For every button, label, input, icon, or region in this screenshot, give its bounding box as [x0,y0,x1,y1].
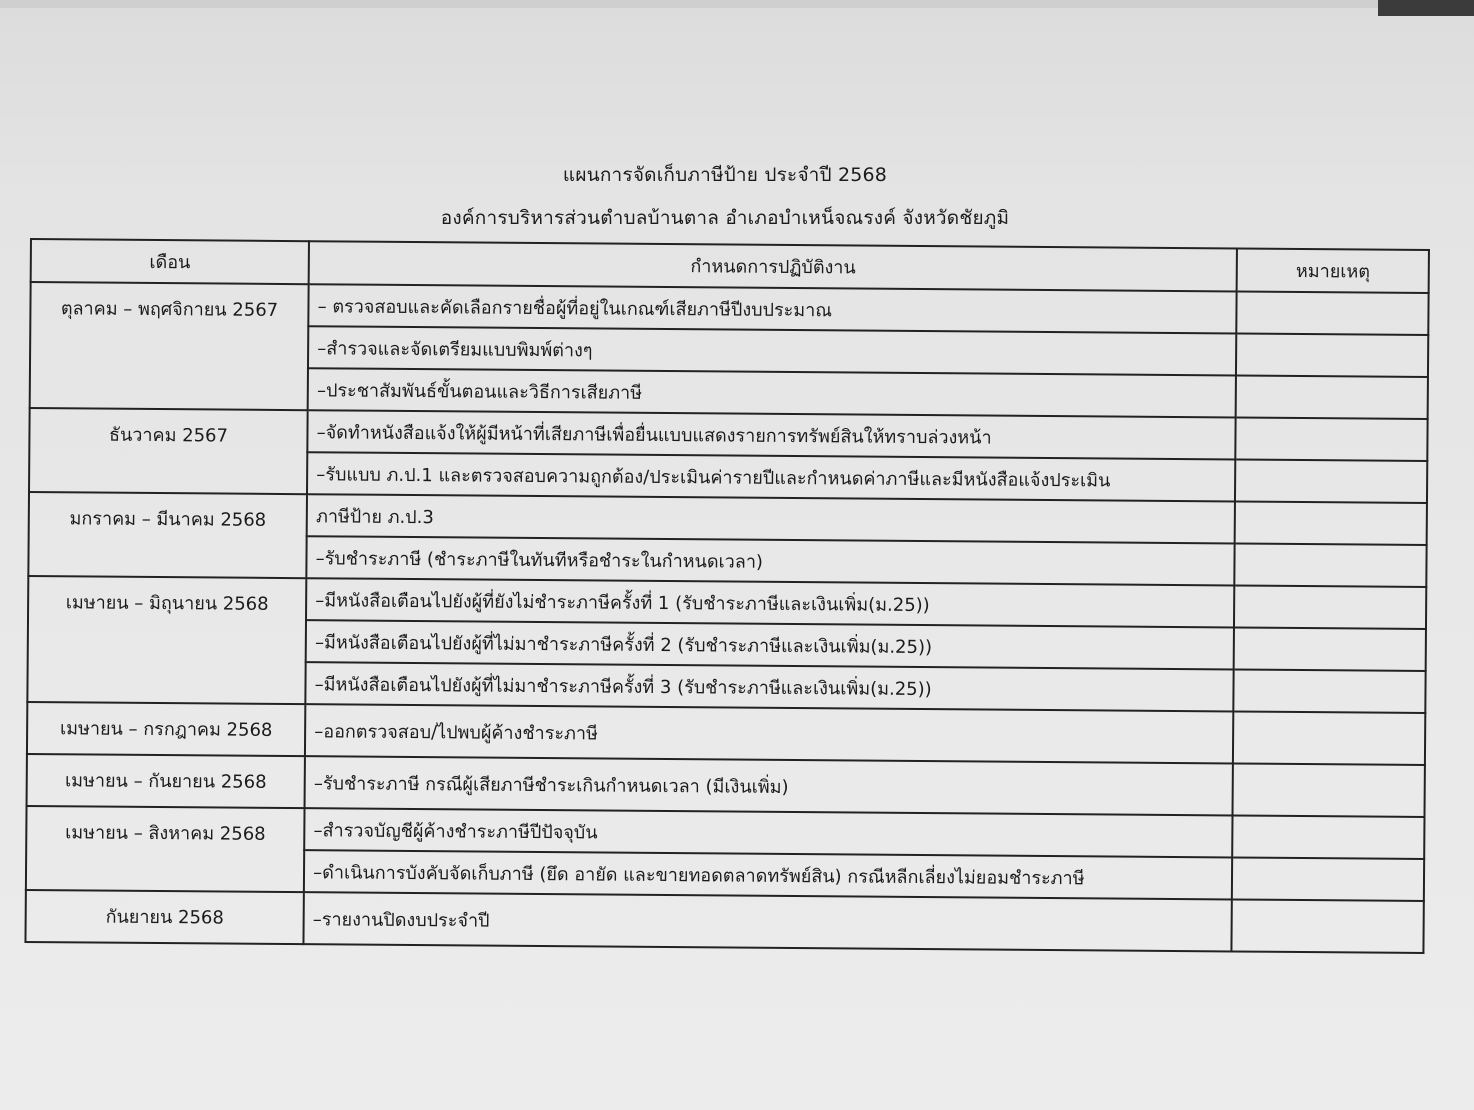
background-corner [1378,0,1474,16]
month-cell: เมษายน – กันยายน 2568 [27,754,306,808]
task-cell: –จัดทำหนังสือแจ้งให้ผู้มีหน้าที่เสียภาษีเพื่อยื่นแบบแสดงรายการทรัพย์สินให้ทราบล่วงหน้า [307,410,1236,459]
page-top-edge [0,0,1474,8]
header-note: หมายเหตุ [1237,248,1429,293]
header-task: กำหนดการปฏิบัติงาน [309,241,1238,291]
month-cell: เมษายน – กรกฎาคม 2568 [27,702,306,756]
schedule-body [25,282,1428,953]
month-cell: ธันวาคม 2567 [29,408,308,494]
header-month: เดือน [31,239,310,284]
task-cell: –สำรวจและจัดเตรียมแบบพิมพ์ต่างๆ [308,326,1237,375]
note-cell [1235,543,1427,587]
note-cell [1234,669,1426,713]
task-cell: –รายงานปิดงบประจำปี [304,892,1233,951]
note-cell [1236,333,1428,377]
task-cell: ภาษีป้าย ภ.ป.3 [307,494,1236,543]
note-cell [1233,815,1425,859]
month-cell: กันยายน 2568 [25,890,304,944]
table-row [25,890,1423,953]
task-cell: –รับชำระภาษี (ชำระภาษีในทันทีหรือชำระในกำหนดเวลา) [307,536,1236,585]
note-cell [1234,585,1426,629]
document-title: แผนการจัดเก็บภาษีป้าย ประจำปี 2568 [562,164,888,186]
note-cell [1232,857,1424,901]
document-subtitle: องค์การบริหารส่วนตำบลบ้านตาล อำเภอบำเหน็จณรงค์ จังหวัดชัยภูมิ [440,207,1010,229]
note-cell [1233,763,1425,817]
note-cell [1232,899,1424,953]
month-cell: มกราคม – มีนาคม 2568 [28,492,307,578]
note-cell [1236,417,1428,461]
month-cell: เมษายน – มิถุนายน 2568 [27,576,306,704]
task-cell: –ดำเนินการบังคับจัดเก็บภาษี (ยึด อายัด และขายทอดตลาดทรัพย์สิน) กรณีหลีกเลี่ยงไม่ยอมชำระภาษี [304,850,1233,899]
task-cell: –สำรวจบัญชีผู้ค้างชำระภาษีปีปัจจุบัน [304,808,1233,857]
task-cell: – ตรวจสอบและคัดเลือกรายชื่อผู้ที่อยู่ในเกณฑ์เสียภาษีปีงบประมาณ [308,284,1237,333]
task-cell: –มีหนังสือเตือนไปยังผู้ที่ยังไม่ชำระภาษีครั้งที่ 1 (รับชำระภาษีและเงินเพิ่ม(ม.25)) [306,578,1235,627]
note-cell [1236,375,1428,419]
note-cell [1234,627,1426,671]
note-cell [1235,459,1427,503]
note-cell [1237,291,1429,335]
task-cell: –ประชาสัมพันธ์ขั้นตอนและวิธีการเสียภาษี [308,368,1237,417]
task-cell: –มีหนังสือเตือนไปยังผู้ที่ไม่มาชำระภาษีครั้งที่ 2 (รับชำระภาษีและเงินเพิ่ม(ม.25)) [306,620,1235,669]
task-cell: –ออกตรวจสอบ/ไปพบผู้ค้างชำระภาษี [305,704,1234,763]
month-cell: เมษายน – สิงหาคม 2568 [26,806,305,892]
note-cell [1233,711,1425,765]
task-cell: –มีหนังสือเตือนไปยังผู้ที่ไม่มาชำระภาษีครั้งที่ 3 (รับชำระภาษีและเงินเพิ่ม(ม.25)) [306,662,1235,711]
schedule-table [24,238,1429,954]
note-cell [1235,501,1427,545]
task-cell: –รับชำระภาษี กรณีผู้เสียภาษีชำระเกินกำหนดเวลา (มีเงินเพิ่ม) [305,756,1234,815]
task-cell: –รับแบบ ภ.ป.1 และตรวจสอบความถูกต้อง/ประเมินค่ารายปีและกำหนดค่าภาษีและมีหนังสือแจ้งประเมิน [307,452,1236,501]
month-cell: ตุลาคม – พฤศจิกายน 2567 [30,282,309,410]
